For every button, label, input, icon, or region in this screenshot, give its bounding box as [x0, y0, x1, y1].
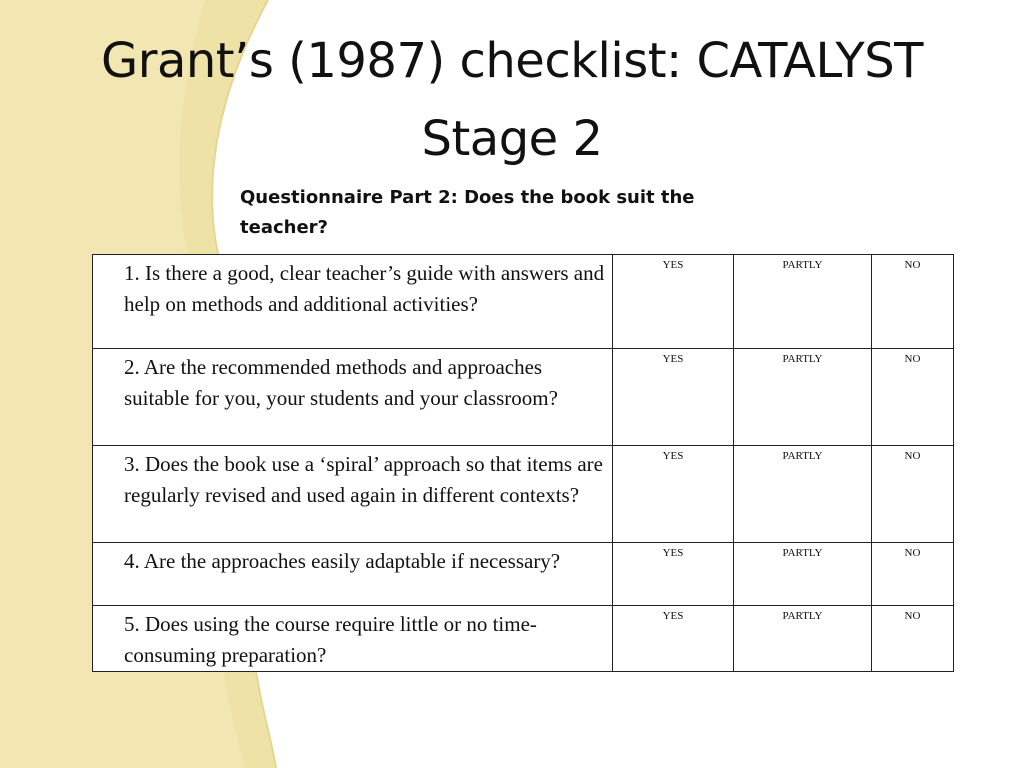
no-option-cell[interactable]: NO: [872, 349, 954, 446]
yes-option-cell[interactable]: YES: [613, 543, 734, 606]
table-row: [93, 349, 954, 446]
question-cell: 5. Does using the course require little or no time-consuming preparation?: [93, 606, 613, 672]
yes-option-cell[interactable]: YES: [613, 349, 734, 446]
no-option-cell[interactable]: NO: [872, 543, 954, 606]
yes-option-cell[interactable]: YES: [613, 446, 734, 543]
no-option-cell[interactable]: NO: [872, 446, 954, 543]
partly-option-cell[interactable]: PARTLY: [734, 543, 872, 606]
question-cell: 1. Is there a good, clear teacher’s guide with answers and help on methods and additional activities?: [93, 255, 613, 349]
table-row: [93, 255, 954, 349]
no-option-cell[interactable]: NO: [872, 255, 954, 349]
question-cell: 4. Are the approaches easily adaptable if necessary?: [93, 543, 613, 606]
question-cell: 2. Are the recommended methods and approaches suitable for you, your students and your classroom?: [93, 349, 613, 446]
slide-title: [0, 22, 1024, 178]
subtitle-line-2: teacher?: [240, 217, 328, 238]
questionnaire-subtitle: [240, 183, 740, 243]
partly-option-cell[interactable]: PARTLY: [734, 255, 872, 349]
slide-title-line-2: Stage 2: [421, 111, 603, 167]
subtitle-line-1: Questionnaire Part 2: Does the book suit the: [240, 187, 695, 208]
table-row: [93, 543, 954, 606]
partly-option-cell[interactable]: PARTLY: [734, 446, 872, 543]
slide-title-line-1: Grant’s (1987) checklist: CATALYST: [101, 33, 923, 89]
partly-option-cell[interactable]: PARTLY: [734, 349, 872, 446]
question-cell: 3. Does the book use a ‘spiral’ approach so that items are regularly revised and used again in different contexts?: [93, 446, 613, 543]
table-row: [93, 606, 954, 672]
checklist-table: [92, 254, 954, 672]
table-row: [93, 446, 954, 543]
no-option-cell[interactable]: NO: [872, 606, 954, 672]
partly-option-cell[interactable]: PARTLY: [734, 606, 872, 672]
yes-option-cell[interactable]: YES: [613, 255, 734, 349]
yes-option-cell[interactable]: YES: [613, 606, 734, 672]
